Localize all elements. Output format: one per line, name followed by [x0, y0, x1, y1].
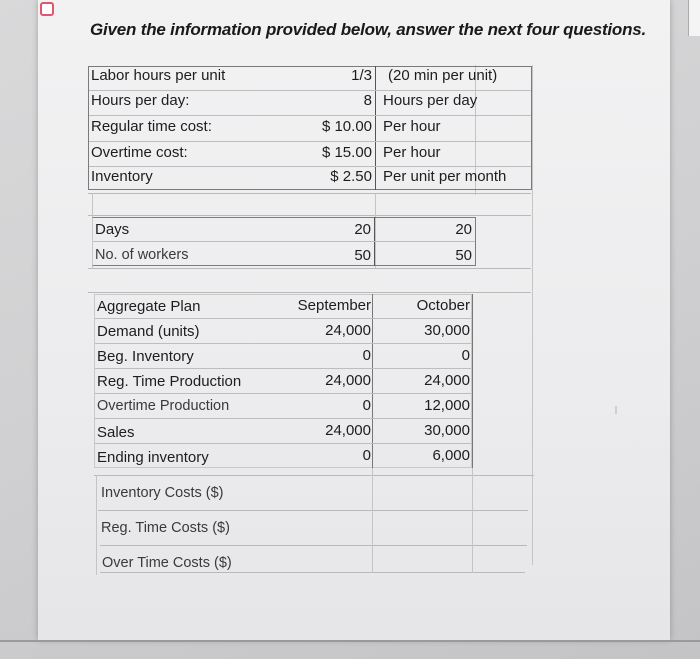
plan-cell-october: 30,000: [424, 322, 470, 339]
window-edge: [688, 0, 700, 36]
plan-cell-october: 30,000: [424, 422, 470, 439]
plan-row-label: Reg. Time Production: [97, 373, 242, 390]
param-value-overtime-cost: $ 15.00: [321, 144, 372, 161]
workforce-workers-october: 50: [455, 247, 472, 264]
plan-header-september: September: [297, 297, 371, 314]
plan-row-label: Ending inventory: [97, 449, 209, 466]
plan-cell-september: 24,000: [325, 422, 371, 439]
plan-cell-october: 12,000: [424, 397, 470, 414]
cost-row-overtime: Over Time Costs ($): [102, 555, 232, 571]
plan-cell-september: 24,000: [325, 322, 371, 339]
workforce-workers-september: 50: [354, 247, 371, 264]
cost-row-inventory: Inventory Costs ($): [101, 485, 224, 501]
param-value-inventory: $ 2.50: [330, 168, 372, 185]
param-label-labor-hours: Labor hours per unit: [91, 67, 226, 84]
param-label-inventory: Inventory: [91, 168, 153, 185]
param-unit-regular-cost: Per hour: [383, 118, 441, 135]
param-label-overtime-cost: Overtime cost:: [91, 144, 188, 161]
param-label-regular-cost: Regular time cost:: [91, 118, 212, 135]
plan-cell-september: 24,000: [325, 372, 371, 389]
cursor-mark: [615, 406, 617, 414]
cost-row-regular-time: Reg. Time Costs ($): [101, 520, 230, 536]
workforce-days-september: 20: [354, 221, 371, 238]
workforce-label-days: Days: [95, 221, 130, 238]
param-value-labor-hours: 1/3: [351, 67, 372, 84]
page-title: Given the information provided below, answer the next four questions.: [90, 20, 647, 39]
plan-row-label: Beg. Inventory: [97, 348, 194, 365]
param-value-hours-per-day: 8: [363, 92, 372, 109]
plan-row-label: Demand (units): [97, 323, 200, 340]
document-icon: [40, 2, 54, 16]
plan-cell-october: 6,000: [432, 447, 470, 464]
plan-header-label: Aggregate Plan: [97, 298, 201, 315]
plan-cell-september: 0: [362, 447, 371, 464]
workforce-label-workers: No. of workers: [95, 247, 189, 263]
param-unit-labor-hours: (20 min per unit): [388, 67, 498, 84]
plan-cell-october: 0: [461, 347, 470, 364]
param-unit-overtime-cost: Per hour: [383, 144, 441, 161]
param-unit-inventory: Per unit per month: [383, 168, 507, 185]
plan-header-october: October: [416, 297, 470, 314]
param-unit-hours-per-day: Hours per day: [383, 92, 478, 109]
plan-row-label: Overtime Production: [97, 398, 230, 414]
screen-bottom-edge: [0, 640, 700, 642]
plan-row-label: Sales: [97, 424, 135, 441]
plan-cell-october: 24,000: [424, 372, 470, 389]
plan-cell-september: 0: [362, 347, 371, 364]
param-label-hours-per-day: Hours per day:: [91, 92, 190, 109]
workforce-days-october: 20: [455, 221, 472, 238]
plan-cell-september: 0: [362, 397, 371, 414]
param-value-regular-cost: $ 10.00: [321, 118, 372, 135]
